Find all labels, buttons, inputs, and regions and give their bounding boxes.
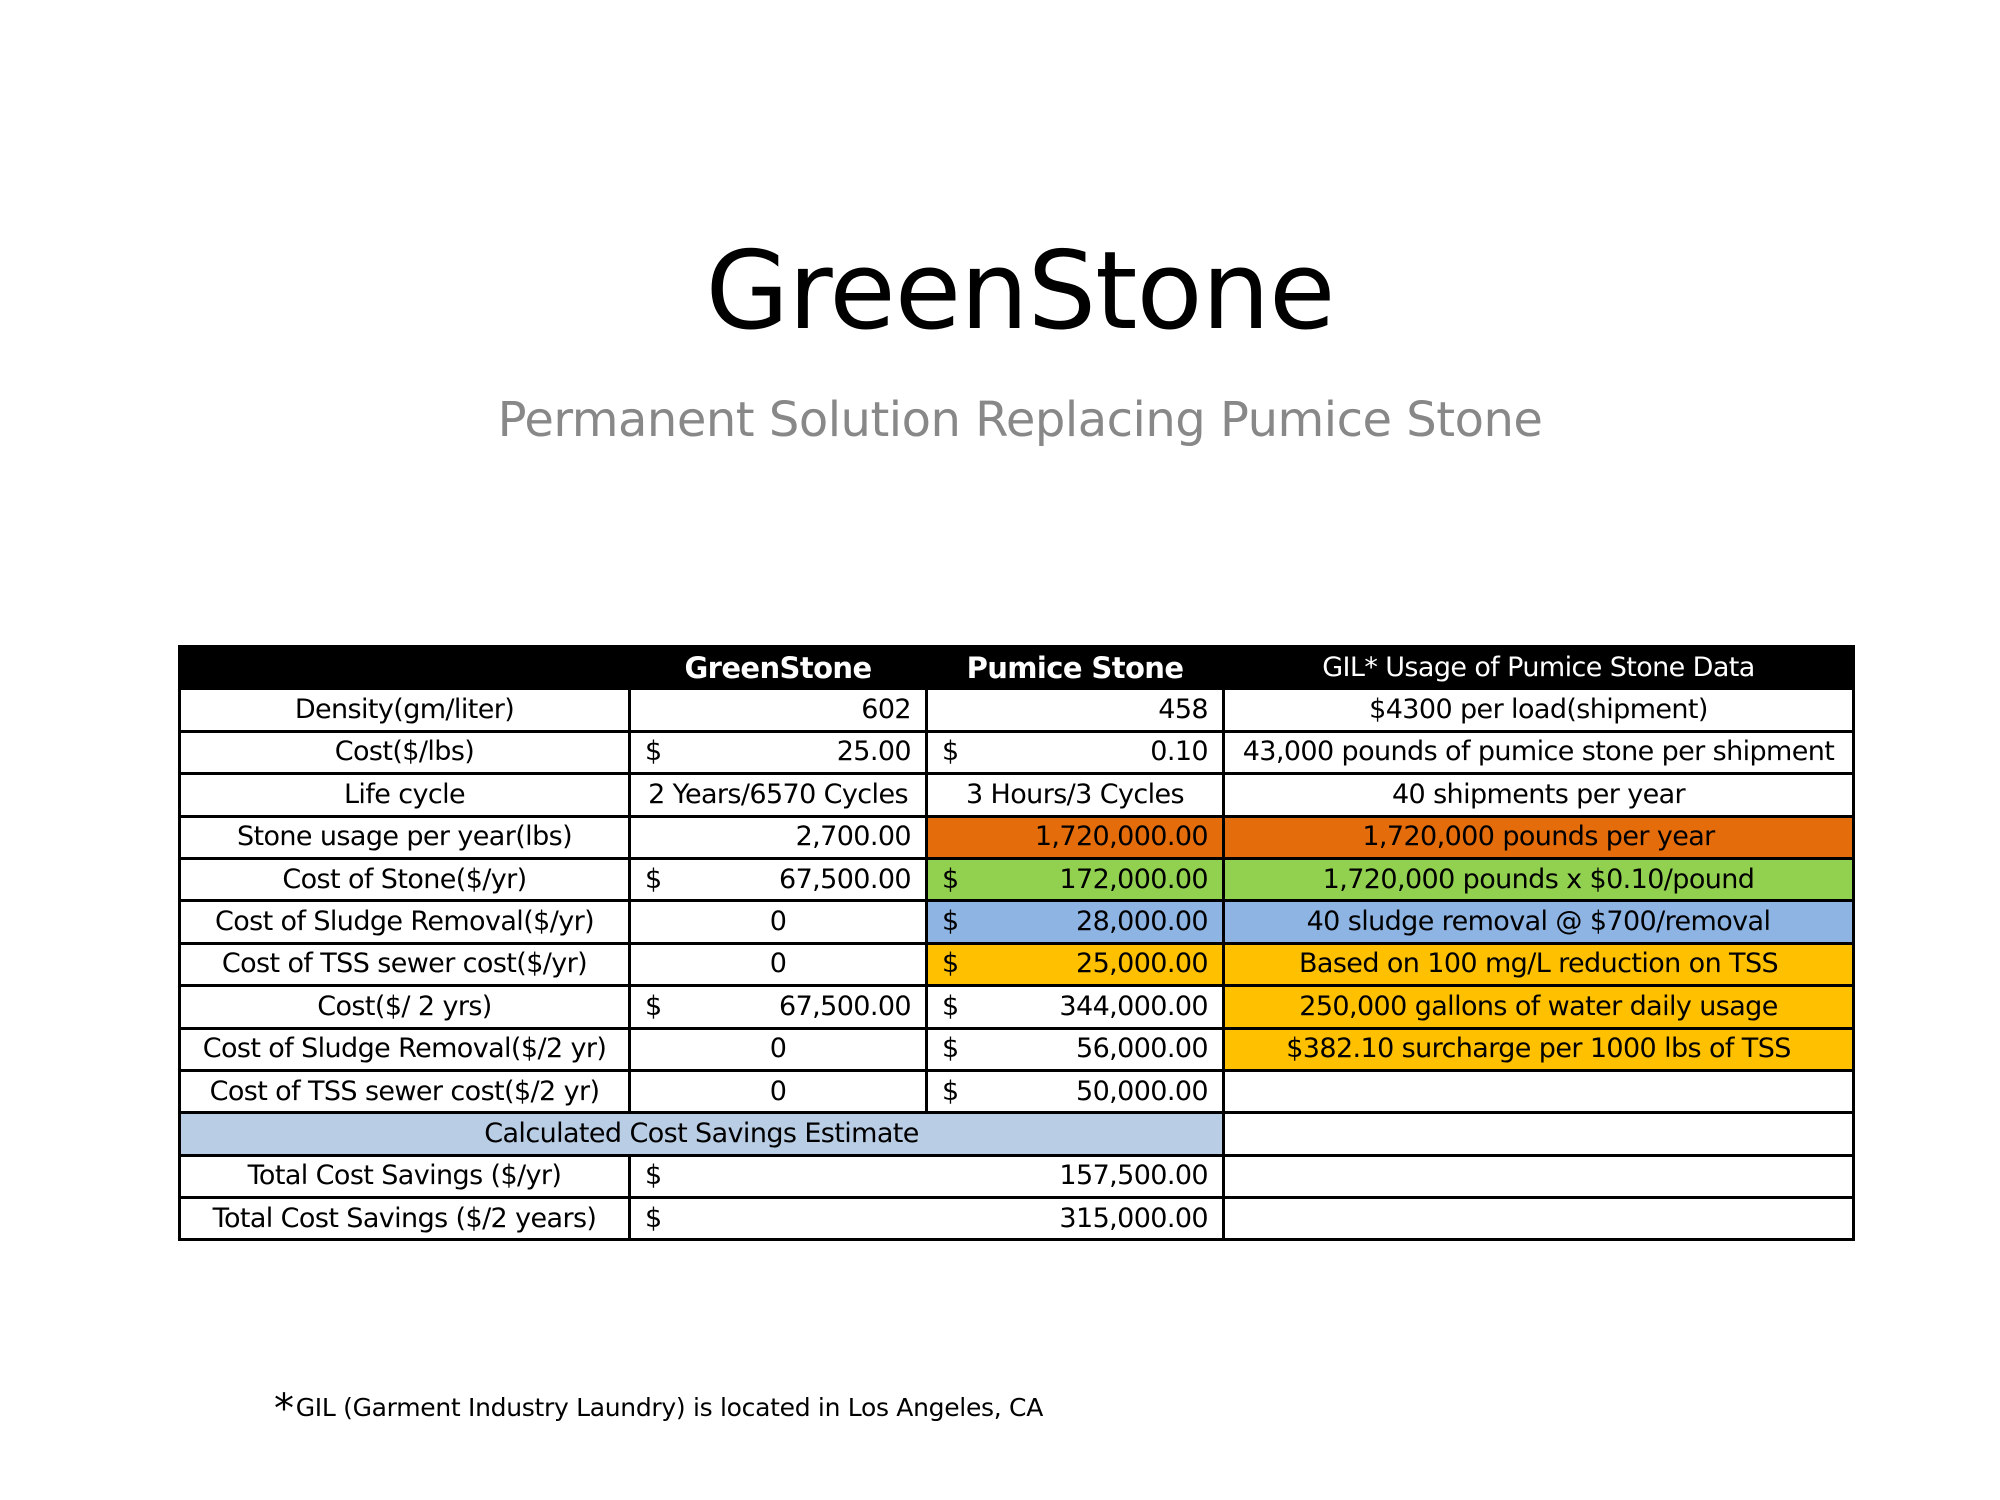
header-gil-usage: GIL* Usage of Pumice Stone Data	[1224, 647, 1854, 689]
row-label: Cost($/ 2 yrs)	[180, 986, 630, 1028]
greenstone-value: 0	[630, 943, 927, 985]
currency-symbol: $	[630, 1198, 927, 1240]
gil-note: $4300 per load(shipment)	[1224, 689, 1854, 731]
savings-heading-row	[180, 1113, 1854, 1155]
greenstone-cell	[630, 858, 927, 900]
header-greenstone: GreenStone	[630, 647, 927, 689]
footnote-mark: *	[274, 1386, 294, 1432]
pumice-cell	[927, 731, 1224, 773]
cost-comparison-table	[178, 645, 1855, 1241]
currency-symbol: $	[942, 1033, 959, 1065]
gil-note: 250,000 gallons of water daily usage	[1224, 986, 1854, 1028]
row-label: Density(gm/liter)	[180, 689, 630, 731]
row-label: Cost of Stone($/yr)	[180, 858, 630, 900]
pumice-cell	[927, 901, 1224, 943]
pumice-cell	[927, 986, 1224, 1028]
pumice-value: 344,000.00	[1059, 990, 1208, 1022]
pumice-value: 25,000.00	[1075, 948, 1208, 980]
table-row	[180, 986, 1854, 1028]
footnote-text: GIL (Garment Industry Laundry) is located in Los Angeles, CA	[295, 1393, 1044, 1422]
pumice-value: 0.10	[1150, 736, 1208, 768]
currency-symbol: $	[942, 948, 959, 980]
pumice-value: 56,000.00	[1075, 1033, 1208, 1065]
pumice-value: 1,720,000.00	[927, 816, 1224, 858]
currency-symbol: $	[942, 863, 959, 895]
row-label: Cost of Sludge Removal($/2 yr)	[180, 1028, 630, 1070]
pumice-cell	[927, 858, 1224, 900]
table-row	[180, 731, 1854, 773]
footnote	[274, 1380, 1044, 1432]
greenstone-cell	[630, 731, 927, 773]
table-header-row	[180, 647, 1854, 689]
pumice-value: 172,000.00	[1059, 863, 1208, 895]
greenstone-value: 0	[630, 1070, 927, 1112]
header-pumice-stone: Pumice Stone	[927, 647, 1224, 689]
greenstone-value: 25.00	[836, 736, 911, 768]
currency-symbol: $	[942, 1075, 959, 1107]
greenstone-value: 2 Years/6570 Cycles	[630, 774, 927, 816]
gil-note: 43,000 pounds of pumice stone per shipment	[1224, 731, 1854, 773]
gil-note: 1,720,000 pounds x $0.10/pound	[1224, 858, 1854, 900]
gil-note: 1,720,000 pounds per year	[1224, 816, 1854, 858]
pumice-value: 50,000.00	[1075, 1075, 1208, 1107]
greenstone-value: 602	[630, 689, 927, 731]
row-label: Cost of TSS sewer cost($/2 yr)	[180, 1070, 630, 1112]
gil-note	[1224, 1070, 1854, 1112]
gil-note: $382.10 surcharge per 1000 lbs of TSS	[1224, 1028, 1854, 1070]
row-label: Cost of TSS sewer cost($/yr)	[180, 943, 630, 985]
row-label: Stone usage per year(lbs)	[180, 816, 630, 858]
table-row	[180, 943, 1854, 985]
table-row	[180, 901, 1854, 943]
gil-note: 40 shipments per year	[1224, 774, 1854, 816]
pumice-value: 28,000.00	[1075, 906, 1208, 938]
empty-cell	[1224, 1198, 1854, 1240]
table-row	[180, 858, 1854, 900]
savings-row	[180, 1155, 1854, 1197]
currency-symbol: $	[942, 736, 959, 768]
greenstone-cell	[630, 986, 927, 1028]
page-title: GreenStone	[705, 229, 1335, 354]
table-row	[180, 816, 1854, 858]
pumice-value: 3 Hours/3 Cycles	[927, 774, 1224, 816]
page-subtitle: Permanent Solution Replacing Pumice Stone	[497, 392, 1543, 448]
table-row	[180, 689, 1854, 731]
savings-value: 157,500.00	[927, 1155, 1224, 1197]
gil-note: 40 sludge removal @ $700/removal	[1224, 901, 1854, 943]
greenstone-value: 0	[630, 1028, 927, 1070]
table-row	[180, 1070, 1854, 1112]
currency-symbol: $	[942, 990, 959, 1022]
row-label: Total Cost Savings ($/2 years)	[180, 1198, 630, 1240]
pumice-value: 458	[927, 689, 1224, 731]
table-row	[180, 774, 1854, 816]
row-label: Cost($/lbs)	[180, 731, 630, 773]
currency-symbol: $	[645, 736, 662, 768]
greenstone-value: 0	[630, 901, 927, 943]
currency-symbol: $	[645, 990, 662, 1022]
row-label: Total Cost Savings ($/yr)	[180, 1155, 630, 1197]
pumice-cell	[927, 1028, 1224, 1070]
savings-value: 315,000.00	[927, 1198, 1224, 1240]
empty-cell	[1224, 1155, 1854, 1197]
empty-cell	[1224, 1113, 1854, 1155]
savings-row	[180, 1198, 1854, 1240]
greenstone-value: 67,500.00	[778, 990, 911, 1022]
savings-heading: Calculated Cost Savings Estimate	[180, 1113, 1224, 1155]
row-label: Life cycle	[180, 774, 630, 816]
gil-note: Based on 100 mg/L reduction on TSS	[1224, 943, 1854, 985]
greenstone-value: 2,700.00	[630, 816, 927, 858]
currency-symbol: $	[630, 1155, 927, 1197]
header-label-column	[180, 647, 630, 689]
currency-symbol: $	[942, 906, 959, 938]
currency-symbol: $	[645, 863, 662, 895]
table-row	[180, 1028, 1854, 1070]
row-label: Cost of Sludge Removal($/yr)	[180, 901, 630, 943]
pumice-cell	[927, 1070, 1224, 1112]
pumice-cell	[927, 943, 1224, 985]
greenstone-value: 67,500.00	[778, 863, 911, 895]
